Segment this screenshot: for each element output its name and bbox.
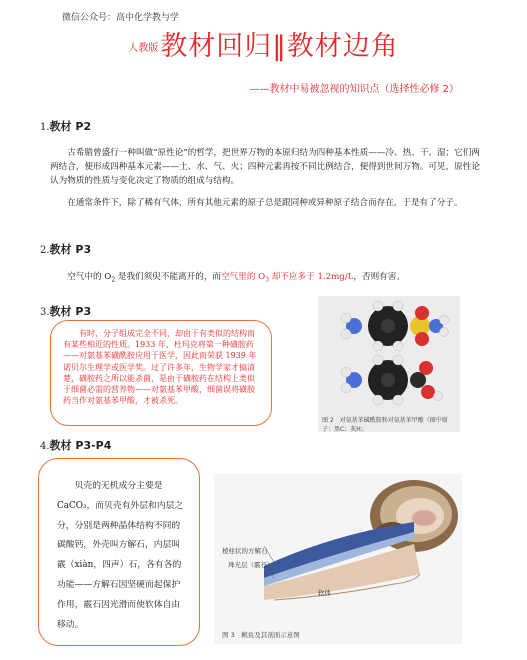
section-number: 1.: [40, 122, 50, 133]
aminobenzoic-acid-model: [341, 355, 443, 405]
sulfa-drug-note-box: 有时，分子组成完全不同，却由于有类似的结构而有某些相近的性质。1933 年，杜玛克将第一种磺胺药——对氨基苯磺酰胺应用于医学，因此而荣获 1939 年诺贝尔生理学或医学奖。过了许多年，生物学家才搞清楚，磺胺药之所以能杀菌，是由于磺胺药在结构上类似于细菌必需的营养物——对氨基苯甲酸，细菌误将磺胺药当作对氨基苯甲酸，才被杀死。: [50, 320, 272, 426]
section-2-heading: [40, 241, 91, 257]
section-label: 教材 P2: [49, 120, 92, 133]
abalone-figure-caption: 图 3 鲍鱼及其剖面示意图: [222, 631, 300, 639]
abalone-diagram: [214, 474, 462, 644]
section-number: 3.: [40, 307, 50, 318]
title-main: 教材回归‖教材边角: [160, 31, 399, 62]
text-run: 空气里的 O: [221, 272, 266, 282]
page-subtitle: ——教材中易被忽视的知识点（选择性必修 2）: [249, 84, 459, 95]
text-run: 空气中的 O: [67, 272, 112, 282]
watermark-text: 微信公众号：高中化学教与学: [62, 13, 180, 23]
text-run: 却不应多于 1.2mg/L: [269, 272, 354, 282]
section-number: 2.: [40, 245, 50, 256]
highlight-ozone: [221, 272, 353, 282]
section-label: 教材 P3: [49, 243, 92, 256]
section-2-paragraph: [50, 270, 480, 288]
section-number: 4.: [40, 441, 50, 452]
section-1-paragraph-1: 古希腊曾盛行一种叫做“原性论”的哲学，把世界万物的本原归结为四种基本性质——冷、热、干、湿；它们两两结合，便形成四种基本元素——土、水、气、火；四种元素再按不同比例结合，便得到世间万物。可见，原性论认为物质的性质与变化决定了物质的组成与结构。: [50, 148, 480, 186]
page-title: [0, 24, 527, 63]
soft-body-label: 软体: [318, 589, 331, 597]
molecule-figure: [318, 296, 460, 432]
section-4-heading: [40, 437, 111, 453]
molecule-figure-caption: 图 2 对氨基苯磺酰胺和对氨基苯甲酸（图中原子：黑C；灰H；: [322, 417, 448, 433]
aragonite-label: 珠光层（霰石）: [228, 561, 274, 569]
section-1-paragraph-2: 在通常条件下，除了稀有气体，所有其他元素的原子总是跟同种或异种原子结合而存在，于是有了分子。: [67, 198, 463, 208]
section-3-heading: [40, 303, 91, 319]
section-label: 教材 P3-P4: [49, 439, 112, 452]
text-run: ，否则有害。: [353, 272, 405, 282]
sulfanilamide-model: [341, 301, 449, 351]
shell-cross-section: [264, 522, 420, 600]
molecule-models-image: [318, 296, 460, 416]
section-label: 教材 P3: [49, 305, 92, 318]
subscript: 2: [111, 276, 116, 284]
calcite-label: 棱柱状的方解石: [222, 547, 268, 555]
subscript: 3: [265, 276, 270, 284]
shell-note-box: 贝壳的无机成分主要是 CaCO₃，而贝壳有外层和内层之分，分别是两种晶体结构不同的碳酸钙，外壳叫方解石，内层叫霰（xiàn，四声）石，各有各的功能——方解石因坚硬而起保护作用，霰石因光滑而使软体自由移动。: [38, 458, 200, 646]
title-prefix: 人教版: [128, 43, 159, 54]
section-1-heading: [40, 118, 91, 134]
abalone-figure: [214, 474, 462, 644]
text-run: 是我们须臾不能离开的，而: [115, 272, 222, 282]
